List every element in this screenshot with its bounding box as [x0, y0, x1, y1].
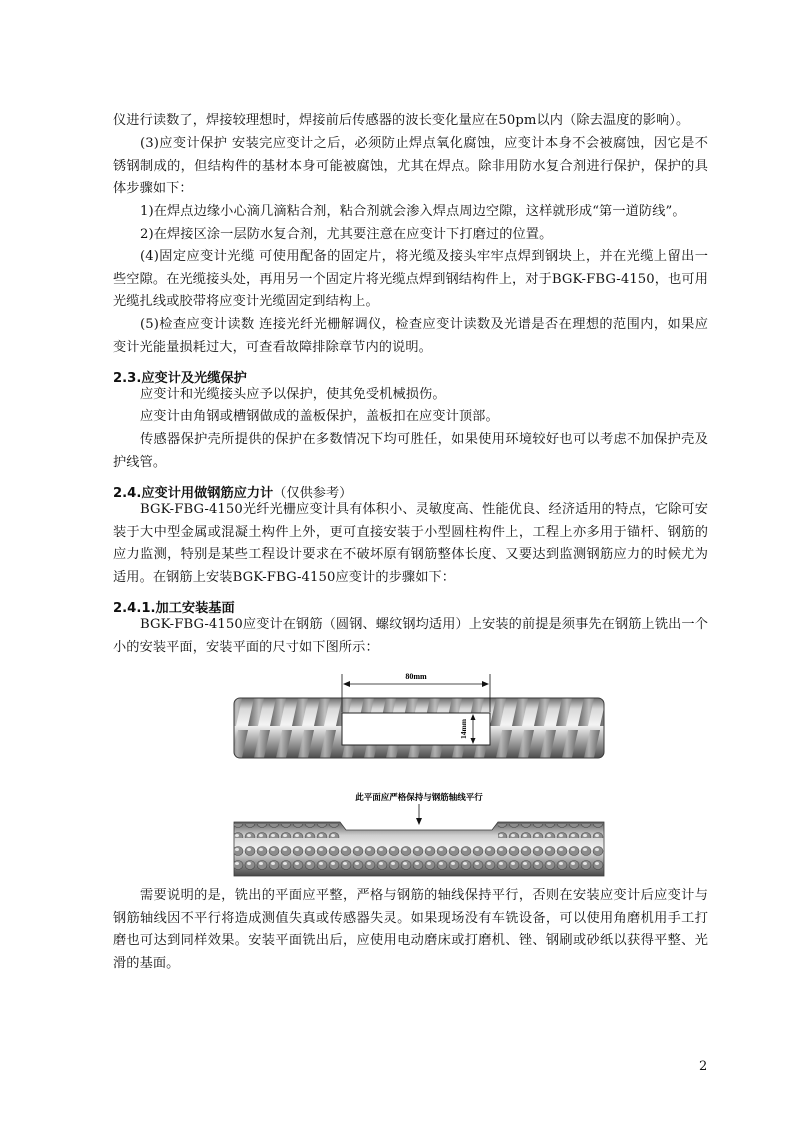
paragraph-step-1: 1)在焊点边缘小心滴几滴粘合剂，粘合剂就会渗入焊点周边空隙，这样就形成“第一道防线”。 [140, 204, 686, 219]
parallel-caption: 此平面应严格保持与钢筋轴线平行 [355, 793, 483, 803]
paragraph-note-flatness: 需要说明的是，铣出的平面应平整，严格与钢筋的轴线保持平行，否则在安装应变计后应变计与钢筋轴线因不平行将造成测值失真或传感器失灵。如果现场没有车铣设备，可以使用角磨机用手工打磨也可达到同样效果。安装平面铣出后，应使用电动磨床或打磨机、锉、钢刷或砂纸以获得平整、光滑的基面。 [113, 888, 708, 971]
heading-2-4-title: 2.4.应变计用做钢筋应力计 [113, 486, 274, 501]
width-label: 80mm [405, 672, 427, 681]
paragraph-cover-plate: 应变计由角钢或槽钢做成的盖板保护，盖板扣在应变计顶部。 [140, 409, 499, 424]
paragraph-step-2: 2)在焊接区涂一层防水复合剂，尤其要注意在应变计下打磨过的位置。 [140, 227, 553, 242]
paragraph-fix-cable: (4)固定应变计光缆 可使用配备的固定片，将光缆及接头牢牢点焊到钢块上，并在光缆上留出一些空隙。在光缆接头处，再用另一个固定片将光缆点焊到钢结构件上，对于BGK-FBG-4150，也可用光缆扎线或胶带将应变计光缆固定到结构上。 [113, 249, 708, 310]
rebar-top-view-figure [232, 668, 606, 770]
heading-2-3: 2.3.应变计及光缆保护 [113, 371, 247, 386]
paragraph-protection: (3)应变计保护 安装完应变计之后，必须防止焊点氧化腐蚀，应变计本身不会被腐蚀，因它是不锈钢制成的，但结构件的基材本身可能被腐蚀，尤其在焊点。除非用防水复合剂进行保护，保护的具体步骤如下： [113, 136, 708, 197]
paragraph-protective-shell: 传感器保护壳所提供的保护在多数情况下均可胜任，如果使用环境较好也可以考虑不加保护壳及护线管。 [113, 432, 708, 470]
paragraph-check-reading: (5)检查应变计读数 连接光纤光栅解调仪，检查应变计读数及光谱是否在理想的范围内，如果应变计光能量损耗过大，可查看故障排除章节内的说明。 [113, 317, 708, 355]
page-number: 2 [699, 1059, 708, 1074]
heading-2-4-1: 2.4.1.加工安装基面 [113, 601, 235, 616]
height-label: 14mm [459, 719, 468, 739]
rebar-ribs-row [234, 843, 604, 857]
paragraph-rebar-intro: BGK-FBG-4150光纤光栅应变计具有体积小、灵敏度高、性能优良、经济适用的特点，它除可安装于大中型金属或混凝土构件上外，更可直接安装于小型圆柱构件上，工程上亦多用于锚杆、钢筋的应力监测，特别是某些工程设计要求在不破坏原有钢筋整体长度、又要达到监测钢筋应力的时候尤为适用。在钢筋上安装BGK-FBG-4150应变计的步骤如下： [113, 502, 708, 585]
paragraph-mount-plane: BGK-FBG-4150应变计在钢筋（圆钢、螺纹钢均适用）上安装的前提是须事先在钢筋上铣出一个小的安装平面，安装平面的尺寸如下图所示： [113, 617, 708, 655]
paragraph-reading-note: 仪进行读数了，焊接较理想时，焊接前后传感器的波长变化量应在50pm以内（除去温度的影响）。 [113, 113, 690, 128]
heading-2-4-note: （仅供参考） [273, 486, 353, 501]
paragraph-protect-joint: 应变计和光缆接头应予以保护，使其免受机械损伤。 [140, 387, 446, 402]
rebar-side-view-figure [232, 788, 606, 880]
